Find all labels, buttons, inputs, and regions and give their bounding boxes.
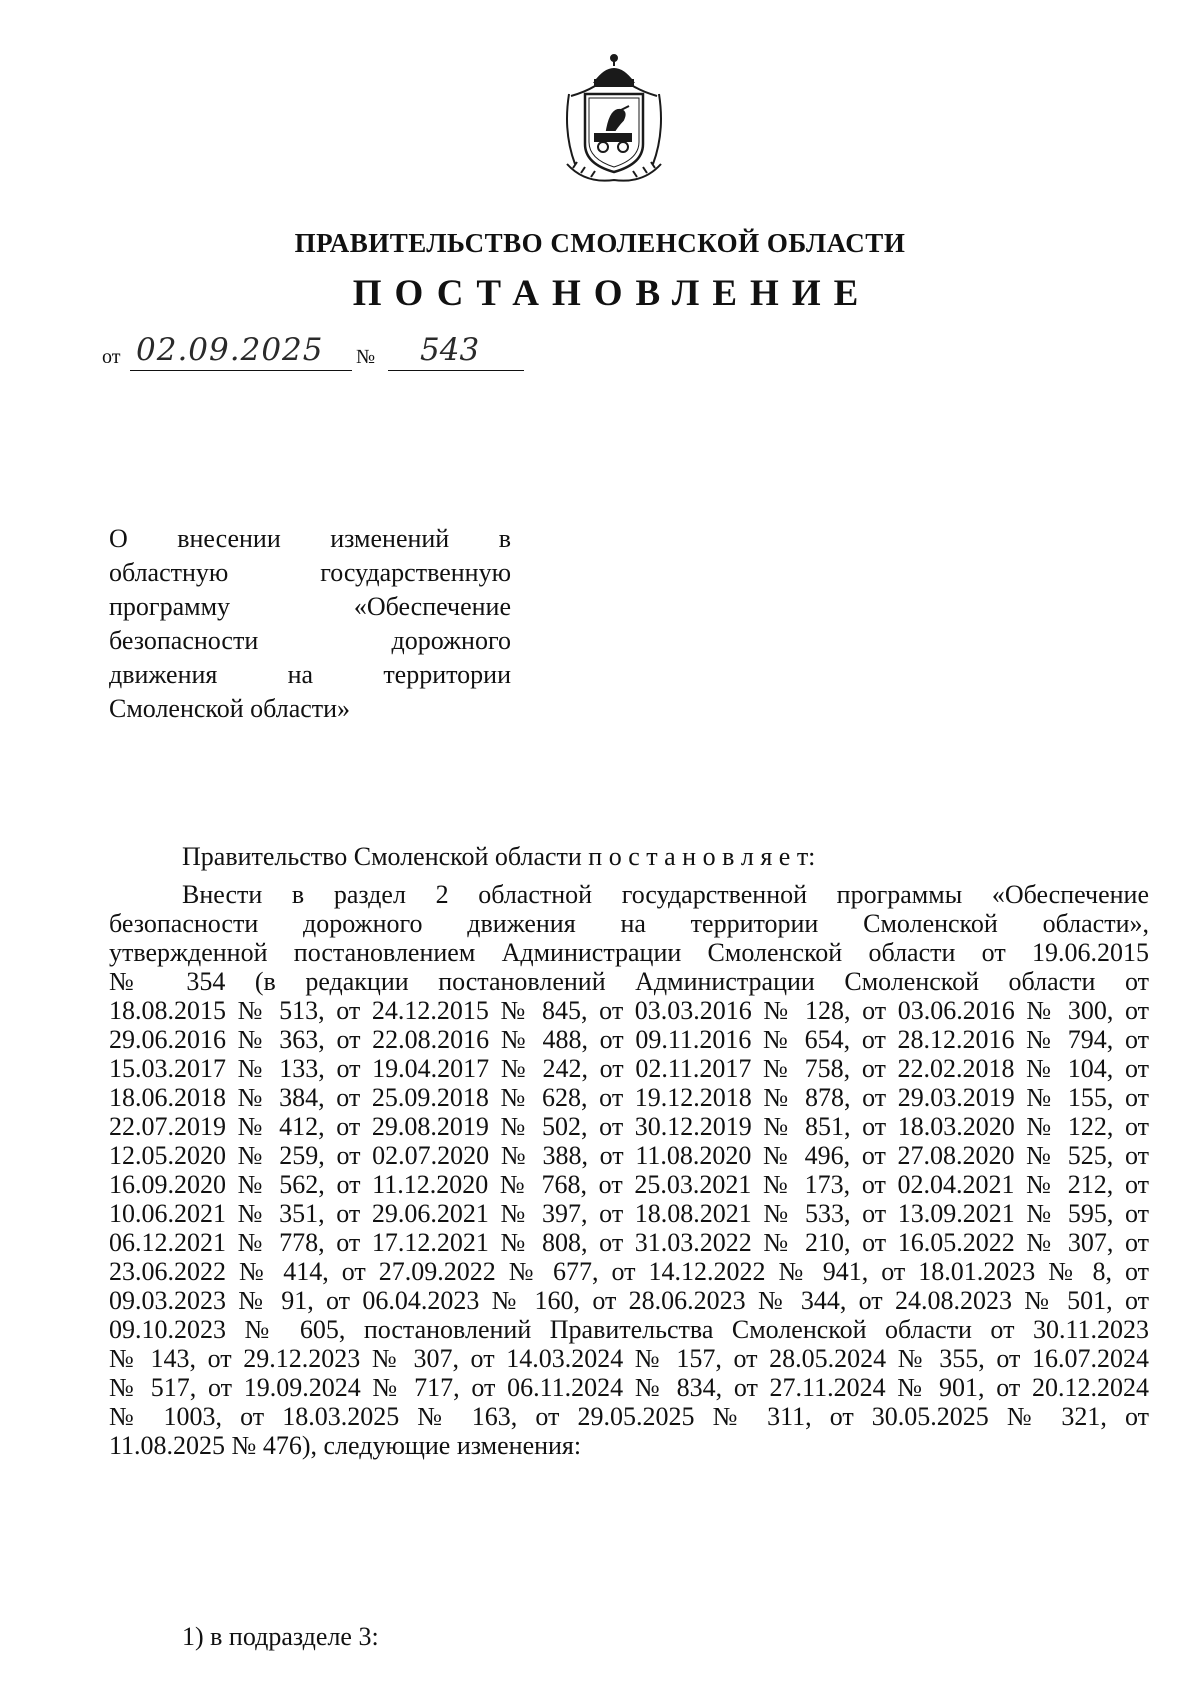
from-label: от (102, 346, 121, 368)
body-line: № 354 (в редакции постановлений Администрации Смоленской области от (109, 967, 1149, 996)
document-type-title: ПОСТАНОВЛЕНИЕ (352, 273, 872, 314)
resolution-intro: Правительство Смоленской области п о с т а н о в л я е т: (182, 842, 816, 871)
government-title: ПРАВИТЕЛЬСТВО СМОЛЕНСКОЙ ОБЛАСТИ (294, 228, 906, 258)
document-subject (109, 522, 511, 726)
body-line: 29.06.2016 № 363, от 22.08.2016 № 488, от 09.11.2016 № 654, от 28.12.2016 № 794, от (109, 1025, 1149, 1054)
body-line: 09.03.2023 № 91, от 06.04.2023 № 160, от 28.06.2023 № 344, от 24.08.2023 № 501, от (109, 1286, 1149, 1315)
subject-line (109, 590, 511, 624)
body-line: 23.06.2022 № 414, от 27.09.2022 № 677, от 14.12.2022 № 941, от 18.01.2023 № 8, от (109, 1257, 1149, 1286)
body-line: № 143, от 29.12.2023 № 307, от 14.03.2024 № 157, от 28.05.2024 № 355, от 16.07.2024 (109, 1344, 1149, 1373)
subject-word: изменений (330, 524, 450, 553)
body-line: утвержденной постановлением Администрации Смоленской области от 19.06.2015 (109, 938, 1149, 967)
body-line: 22.07.2019 № 412, от 29.08.2019 № 502, от 30.12.2019 № 851, от 18.03.2020 № 122, от (109, 1112, 1149, 1141)
subject-word: дорожного (391, 626, 511, 655)
body-line: безопасности дорожного движения на территории Смоленской области», (109, 909, 1149, 938)
subject-line (109, 522, 511, 556)
body-line: 09.10.2023 № 605, постановлений Правительства Смоленской области от 30.11.2023 (109, 1315, 1149, 1344)
number-underline (388, 370, 524, 371)
handwritten-date: 02.09.2025 (136, 332, 324, 368)
body-line: 18.06.2018 № 384, от 25.09.2018 № 628, от 19.12.2018 № 878, от 29.03.2019 № 155, от (109, 1083, 1149, 1112)
subject-line (109, 556, 511, 590)
subject-word: территории (383, 660, 511, 689)
subject-word: движения (109, 660, 218, 689)
subject-word: внесении (177, 524, 281, 553)
subject-word: государственную (320, 558, 511, 587)
subject-line (109, 624, 511, 658)
subject-word: «Обеспечение (353, 592, 511, 621)
body-line: 06.12.2021 № 778, от 17.12.2021 № 808, от 31.03.2022 № 210, от 16.05.2022 № 307, от (109, 1228, 1149, 1257)
body-line: 16.09.2020 № 562, от 11.12.2020 № 768, от 25.03.2021 № 173, от 02.04.2021 № 212, от (109, 1170, 1149, 1199)
subject-word: областную (109, 558, 229, 587)
subject-word: О (109, 524, 128, 553)
body-line: № 517, от 19.09.2024 № 717, от 06.11.2024 № 834, от 27.11.2024 № 901, от 20.12.2024 (109, 1373, 1149, 1402)
coat-of-arms-icon (555, 52, 673, 188)
handwritten-number: 543 (420, 332, 480, 368)
subject-word: безопасности (109, 626, 259, 655)
body-line: 11.08.2025 № 476), следующие изменения: (109, 1431, 582, 1460)
subject-line (109, 658, 511, 692)
body-line: 15.03.2017 № 133, от 19.04.2017 № 242, от 02.11.2017 № 758, от 22.02.2018 № 104, от (109, 1054, 1149, 1083)
subject-line (109, 692, 511, 726)
date-number-line (102, 334, 542, 374)
body-line: 18.08.2015 № 513, от 24.12.2015 № 845, от 03.03.2016 № 128, от 03.06.2016 № 300, от (109, 996, 1149, 1025)
body-line: Внести в раздел 2 областной государственной программы «Обеспечение (182, 880, 1149, 909)
subject-word: на (287, 660, 314, 689)
list-item-1: 1) в подразделе 3: (182, 1622, 379, 1651)
subject-word: Смоленской области» (109, 694, 351, 723)
body-line: 12.05.2020 № 259, от 02.07.2020 № 388, от 11.08.2020 № 496, от 27.08.2020 № 525, от (109, 1141, 1149, 1170)
subject-word: в (498, 524, 511, 553)
number-label: № (356, 346, 376, 368)
date-underline (130, 370, 352, 371)
body-line: 10.06.2021 № 351, от 29.06.2021 № 397, от 18.08.2021 № 533, от 13.09.2021 № 595, от (109, 1199, 1149, 1228)
body-line: № 1003, от 18.03.2025 № 163, от 29.05.2025 № 311, от 30.05.2025 № 321, от (109, 1402, 1149, 1431)
subject-word: программу (109, 592, 231, 621)
document-body (109, 880, 1149, 1460)
